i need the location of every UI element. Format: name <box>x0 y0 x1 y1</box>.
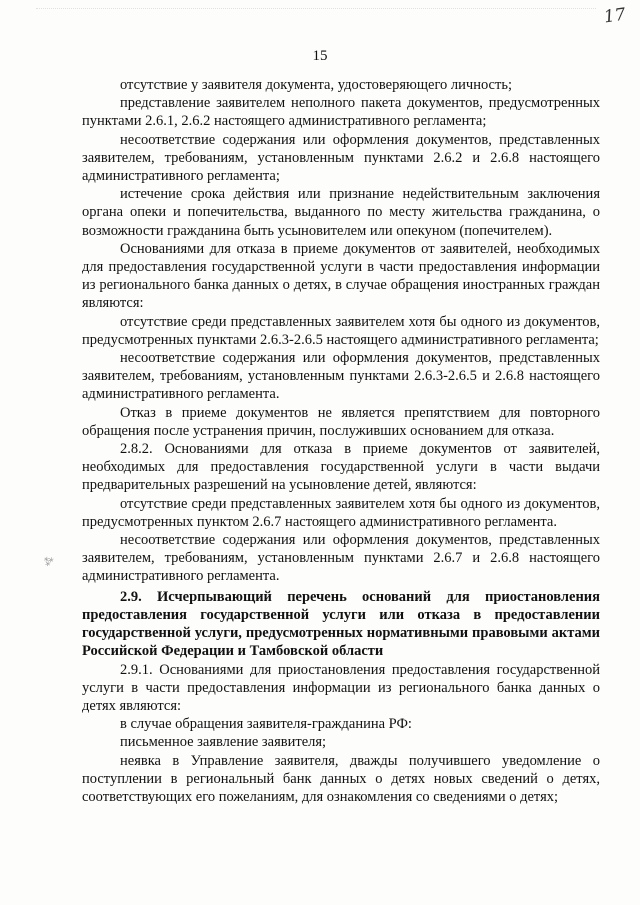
paragraph: Отказ в приеме документов не является препятствием для повторного обращения после устранения причин, послуживших основанием для отказа. <box>82 404 600 439</box>
paragraph: несоответствие содержания или оформления документов, представленных заявителем, требованиям, установленным пунктами 2.6.7 и 2.6.8 настоящего административного регламента. <box>82 532 600 585</box>
paragraph: 2.9.1. Основаниями для приостановления предоставления государственной услуги в части предоставления информации из регионального банка данных о детях являются: <box>82 661 600 714</box>
paragraph: в случае обращения заявителя-гражданина РФ: <box>120 716 412 733</box>
page-number: 15 <box>312 48 328 64</box>
paragraph: письменное заявление заявителя; <box>120 734 327 751</box>
paragraph: представление заявителем неполного пакета документов, предусмотренных пунктами 2.6.1, 2.6.2 настоящего административного регламента; <box>82 95 600 130</box>
scan-noise <box>36 8 596 17</box>
paragraph: истечение срока действия или признание недействительным заключения органа опеки и попечительства, выданного по месту жительства гражданина, о возможности гражданина быть усыновителем или опекуном (попечителем). <box>82 186 600 239</box>
paragraph: отсутствие среди представленных заявителем хотя бы одного из документов, предусмотренных пунктом 2.6.7 настоящего административного регламента. <box>82 495 600 530</box>
paragraph: несоответствие содержания или оформления документов, представленных заявителем, требованиям, установленным пунктами 2.6.2 и 2.6.8 настоящего административного регламента; <box>82 131 600 185</box>
paragraph: несоответствие содержания или оформления документов, представленных заявителем, требованиям, установленным пунктами 2.6.3-2.6.5 и 2.6.8 настоящего административного регламента. <box>82 350 600 403</box>
paragraph: неявка в Управление заявителя, дважды получившего уведомление о поступлении в региональный банк данных о детях новых сведений о детях, соответствующих его пожеланиям, для ознакомления со сведениями о детях; <box>82 752 600 805</box>
paragraph: отсутствие у заявителя документа, удостоверяющего личность; <box>120 77 512 93</box>
paragraph: 2.8.2. Основаниями для отказа в приеме документов от заявителей, необходимых для предоставления государственной услуги в части выдачи предварительных разрешений на усыновление детей, являются: <box>82 441 600 494</box>
paragraph: отсутствие среди представленных заявителем хотя бы одного из документов, предусмотренных пунктами 2.6.3-2.6.5 настоящего административного регламента; <box>82 313 600 348</box>
handwritten-page-number: 17 <box>603 4 628 28</box>
document-body <box>82 76 600 806</box>
section-heading: 2.9. Исчерпывающий перечень оснований для приостановления предоставления государственной услуги или отказа в предоставлении государственной услуги, предусмотренных нормативными правовыми актами Российской Федерации и Тамбовской области <box>82 588 600 660</box>
margin-mark: ⁂ <box>41 554 57 569</box>
paragraph: Основаниями для отказа в приеме документов от заявителей, необходимых для предоставления государственной услуги в части предоставления информации из регионального банка данных о детях, в случае обращения иностранных граждан являются: <box>82 240 600 312</box>
